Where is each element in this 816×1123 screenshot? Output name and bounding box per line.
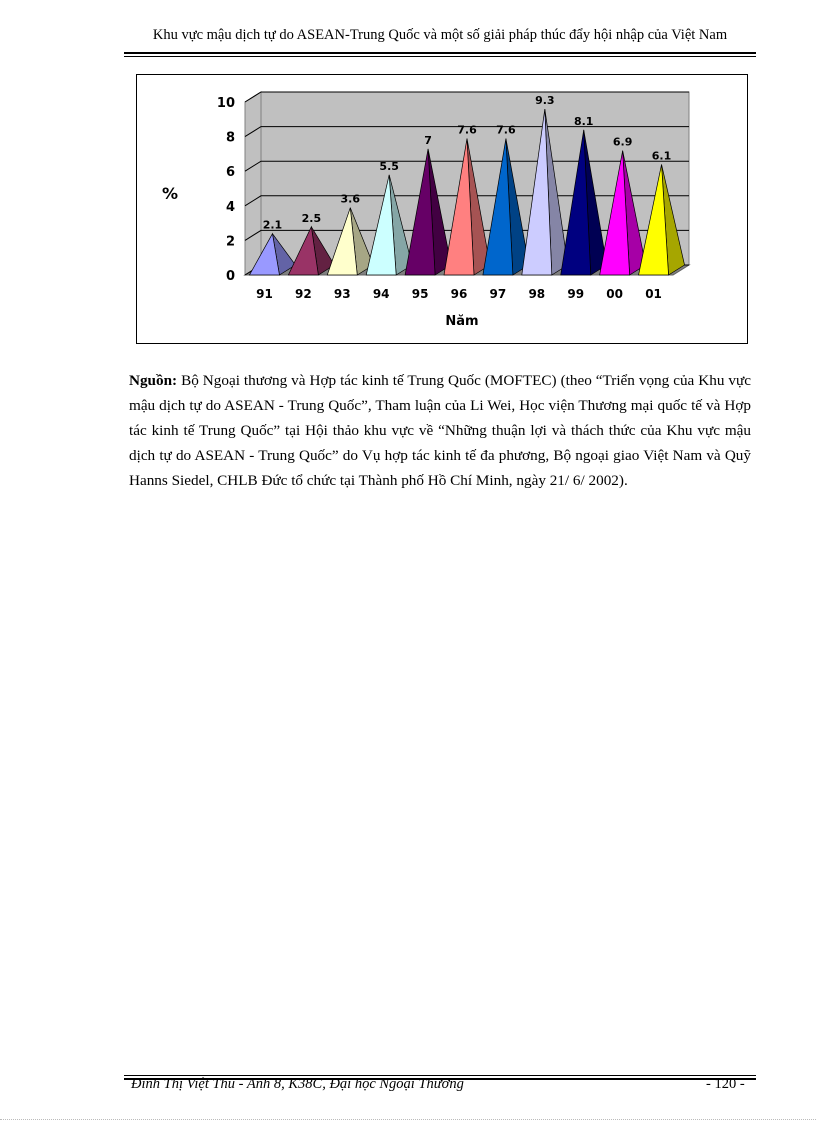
source-text: Bộ Ngoại thương và Hợp tác kinh tế Trung Quốc (MOFTEC) (theo “Triển vọng của Khu vực mậu dịch tự do ASEAN - Trung Quốc”, Tham luận của Li Wei, Học viện Thương mại quốc tế và Hợp tác kinh tế Trung Quốc” tại Hội thảo khu vực về “Những thuận lợi và thách thức của Khu vực mậu dịch tự do ASEAN - Trung Quốc” do Vụ hợp tác kinh tế đa phương, Bộ ngoại giao Việt Nam và Quỹ Hanns Siedel, CHLB Đức tổ chức tại Thành phố Hồ Chí Minh, ngày 21/ 6/ 2002). bbox=[129, 372, 751, 489]
x-tick-label: 92 bbox=[295, 287, 312, 301]
footer-author: Đinh Thị Việt Thu - Anh 8, K38C, Đại học Ngoại Thương bbox=[131, 1076, 464, 1092]
x-tick-label: 95 bbox=[411, 287, 429, 301]
header-rule-thin bbox=[124, 56, 756, 57]
y-tick-label: 4 bbox=[225, 199, 235, 215]
y-axis-label: % bbox=[161, 184, 179, 203]
y-tick-label: 2 bbox=[225, 234, 235, 250]
x-tick-label: 99 bbox=[567, 287, 585, 301]
value-label: 8.1 bbox=[573, 114, 594, 128]
source-label: Nguồn: bbox=[129, 372, 178, 389]
x-tick-label: 93 bbox=[333, 287, 351, 301]
y-tick-label: 6 bbox=[225, 165, 235, 181]
value-label: 7.6 bbox=[496, 123, 516, 137]
page-number: - 120 - bbox=[706, 1076, 745, 1092]
x-tick-label: 01 bbox=[645, 287, 662, 301]
value-label: 2.1 bbox=[262, 218, 283, 232]
x-tick-label: 96 bbox=[450, 287, 468, 301]
source-note bbox=[129, 368, 751, 493]
value-label: 2.5 bbox=[301, 211, 322, 225]
value-label: 6.9 bbox=[612, 135, 633, 149]
x-tick-label: 97 bbox=[489, 287, 507, 301]
value-label: 7.6 bbox=[457, 123, 477, 137]
y-tick-label: 8 bbox=[225, 130, 235, 146]
page-header: Khu vực mậu dịch tự do ASEAN-Trung Quốc và một số giải pháp thúc đẩy hội nhập của Việt Nam bbox=[152, 27, 728, 43]
y-tick-label: 0 bbox=[225, 269, 235, 284]
x-tick-label: 94 bbox=[372, 287, 390, 301]
value-label: 7 bbox=[424, 133, 432, 147]
value-label: 9.3 bbox=[535, 94, 555, 108]
value-label: 3.6 bbox=[340, 192, 361, 206]
page-edge bbox=[0, 1119, 816, 1120]
y-axis-ticks bbox=[217, 96, 235, 284]
x-tick-label: 98 bbox=[528, 287, 546, 301]
pyramid-bar-chart bbox=[137, 75, 747, 343]
side-wall bbox=[245, 92, 261, 275]
x-tick-label: 00 bbox=[606, 287, 623, 301]
x-axis-label: Năm bbox=[445, 314, 479, 329]
header-rule bbox=[124, 52, 756, 54]
chart-frame bbox=[136, 74, 748, 344]
value-label: 6.1 bbox=[651, 149, 672, 163]
x-tick-label: 91 bbox=[256, 287, 273, 301]
x-axis-ticks bbox=[256, 287, 662, 301]
value-label: 5.5 bbox=[379, 159, 399, 173]
y-tick-label: 10 bbox=[216, 96, 235, 111]
